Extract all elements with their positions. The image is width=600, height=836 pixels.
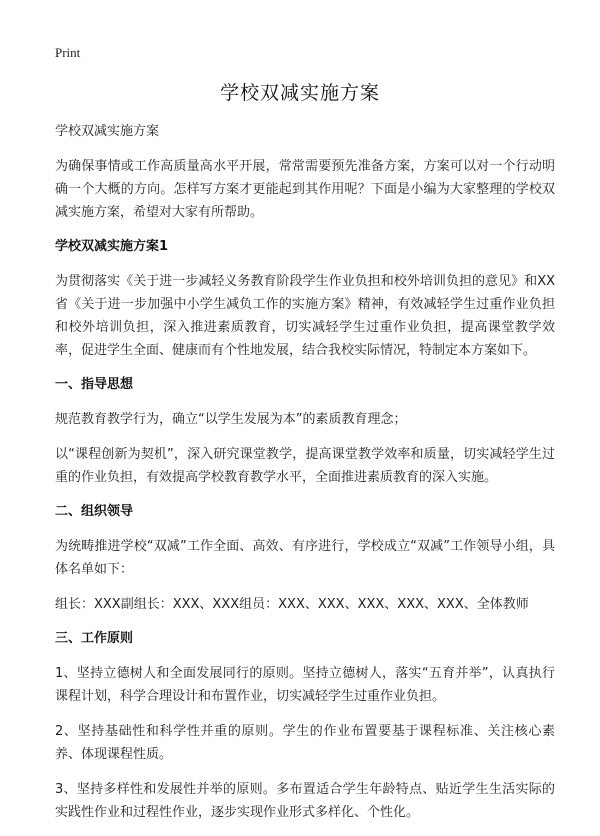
- intro-paragraph: 为确保事情或工作高质量高水平开展，常常需要预先准备方案，方案可以对一个行动明确一个大概的方向。怎样写方案才更能起到其作用呢？下面是小编为大家整理的学校双减实施方案，希望对大家有所帮助。: [55, 159, 555, 220]
- heading-guiding-ideology: 一、指导思想: [55, 377, 134, 392]
- guiding-paragraph-1: 规范教育教学行为，确立“以学生发展为本”的素质教育理念；: [55, 412, 407, 427]
- principle-item: 2、坚持基础性和科学性并重的原则。学生的作业布置要基于课程标准、关注核心素养、体现课程性质。: [55, 724, 555, 762]
- document-title: 学校双减实施方案: [219, 82, 380, 104]
- heading-organization: 二、组织领导: [55, 504, 134, 519]
- guiding-paragraph-2: 以“课程创新为契机”，深入研究课堂教学，提高课堂教学效率和质量，切实减轻学生过重的作业负担，有效提高学校教育教学水平，全面推进素质教育的深入实施。: [55, 447, 555, 485]
- organization-paragraph-1: 为统畴推进学校“双减”工作全面、高效、有序进行，学校成立“双减”工作领导小组，具体名单如下：: [55, 539, 555, 577]
- section-heading-plan-1: 学校双减实施方案1: [55, 239, 169, 254]
- document-subtitle: 学校双减实施方案: [55, 124, 160, 139]
- organization-members: 组长：XXX副组长：XXX、XXX组员：XXX、XXX、XXX、XXX、XXX、全体教师: [55, 597, 529, 612]
- principle-item: 1、坚持立德树人和全面发展同行的原则。坚持立德树人，落实“五育并举”，认真执行课程计划，科学合理设计和布置作业，切实减轻学生过重作业负担。: [55, 666, 555, 704]
- document-body: [55, 120, 555, 836]
- plan-1-paragraph: 为贯彻落实《关于进一步减轻义务教育阶段学生作业负担和校外培训负担的意见》和XX省《关于进一步加强中小学生减负工作的实施方案》精神，有效减轻学生过重作业负担和校外培训负担，深入推进素质教育，切实减轻学生过重作业负担，提高课堂教学效率，促进学生全面、健康而有个性地发展，结合我校实际情况，特制定本方案如下。: [55, 274, 555, 358]
- print-link[interactable]: Print: [55, 45, 81, 60]
- heading-principles: 三、工作原则: [55, 631, 134, 646]
- principle-item: 3、坚持多样性和发展性并举的原则。多布置适合学生年龄特点、贴近学生生活实际的实践性作业和过程性作业，逐步实现作业形式多样化、个性化。: [55, 782, 555, 820]
